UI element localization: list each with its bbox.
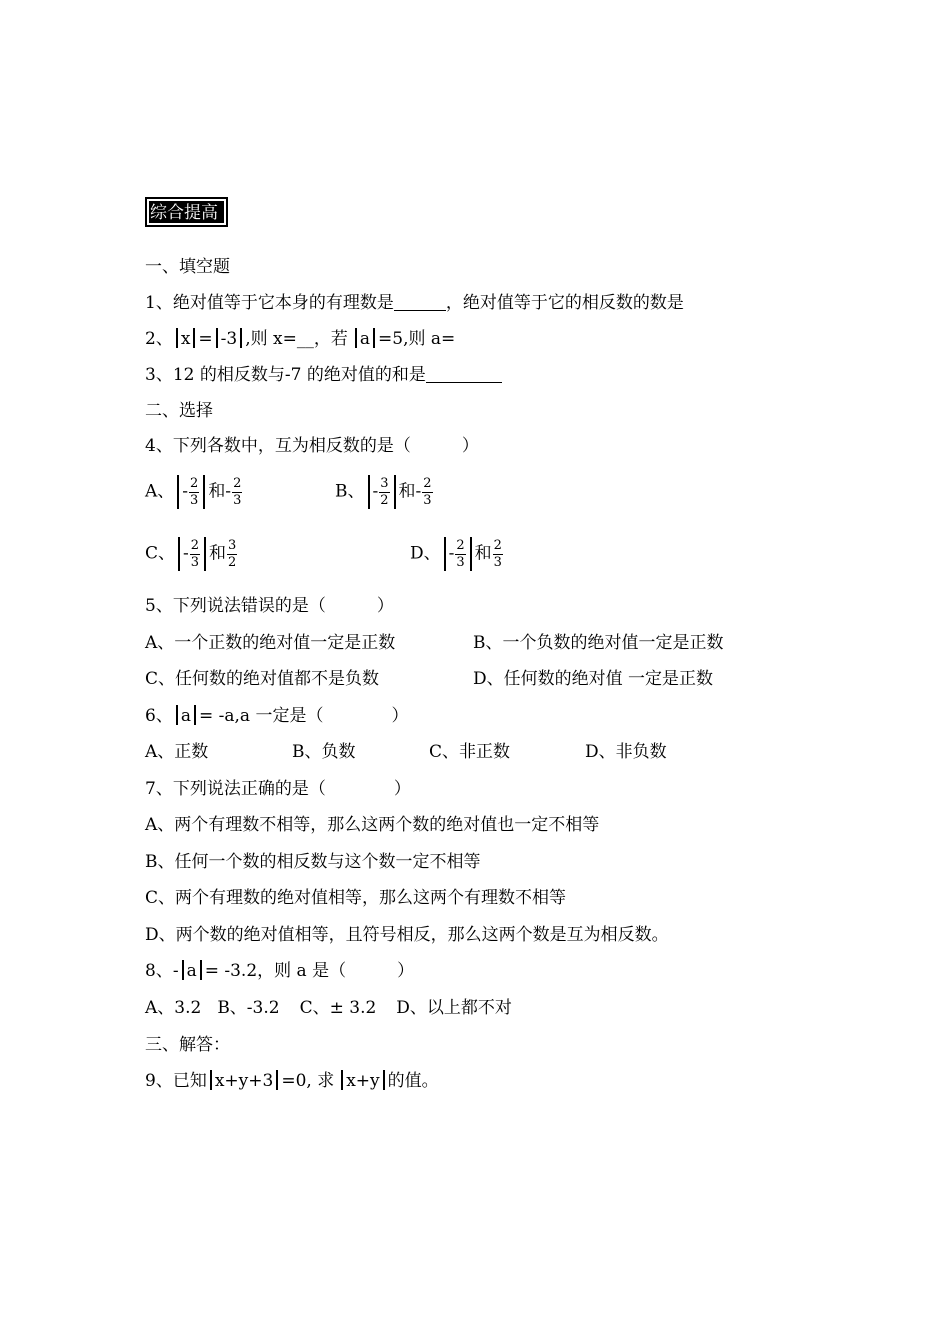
abs-bar bbox=[240, 328, 242, 348]
question-3: 3、12 的相反数与-7 的绝对值的和是 bbox=[145, 364, 502, 386]
q5-option-d: D、任何数的绝对值 一定是正数 bbox=[473, 669, 714, 689]
question-4-stem: 4、下列各数中，互为相反数的是（ ） bbox=[145, 436, 479, 456]
part3-heading: 三、解答： bbox=[145, 1035, 230, 1055]
q4-option-b: B、 - $\frac{3}{2}$ 和- $\frac{2}{3}$ bbox=[335, 475, 432, 508]
fraction: $\frac{3}{2}$ bbox=[228, 537, 237, 570]
q5-option-c: C、任何数的绝对值都不是负数 bbox=[145, 669, 380, 689]
fraction: $\frac{2}{3}$ bbox=[456, 537, 465, 570]
fraction: $\frac{2}{3}$ bbox=[493, 537, 502, 570]
question-2: 2、 x = -3 ,则 x=__，若 a =5,则 a= bbox=[145, 329, 456, 349]
fraction: $\frac{2}{3}$ bbox=[190, 537, 200, 570]
abs-bar bbox=[193, 328, 195, 348]
q1-blank bbox=[394, 292, 446, 311]
abs-bar bbox=[373, 328, 375, 348]
fraction: $\frac{2}{3}$ bbox=[423, 475, 432, 508]
part1-heading: 一、填空题 bbox=[145, 257, 230, 277]
question-9: 9、已知 x+y+3 =0, 求 x+y 的值。 bbox=[145, 1071, 439, 1091]
q6-option-a: A、正数 bbox=[145, 742, 209, 762]
question-8-stem: 8、- a = -3.2，则 a 是（ ） bbox=[145, 961, 415, 981]
q4-option-a: A、 - $\frac{2}{3}$ 和- $\frac{2}{3}$ bbox=[145, 475, 242, 508]
section-title: 综合提高 bbox=[149, 201, 224, 223]
q5-option-a: A、一个正数的绝对值一定是正数 bbox=[145, 633, 396, 653]
question-7-stem: 7、下列说法正确的是（ ） bbox=[145, 779, 411, 799]
question-1: 1、绝对值等于它本身的有理数是 ，绝对值等于它的相反数的数是 bbox=[145, 293, 684, 313]
q7-option-a: A、两个有理数不相等，那么这两个数的绝对值也一定不相等 bbox=[145, 815, 600, 835]
question-5-stem: 5、下列说法错误的是（ ） bbox=[145, 596, 394, 616]
q7-option-c: C、两个有理数的绝对值相等，那么这两个有理数不相等 bbox=[145, 888, 567, 908]
fraction: $\frac{2}{3}$ bbox=[190, 475, 199, 508]
q6-option-c: C、非正数 bbox=[429, 742, 511, 762]
q4-option-c: C、 - $\frac{2}{3}$ 和 $\frac{3}{2}$ bbox=[145, 537, 237, 570]
q8-options: A、3.2 B、-3.2 C、± 3.2 D、以上都不对 bbox=[145, 998, 512, 1018]
q6-option-b: B、负数 bbox=[292, 742, 356, 762]
q3-blank bbox=[426, 364, 502, 383]
abs-bar bbox=[355, 328, 357, 348]
q7-option-d: D、两个数的绝对值相等，且符号相反，那么这两个数是互为相反数。 bbox=[145, 925, 669, 945]
q6-option-d: D、非负数 bbox=[585, 742, 667, 762]
part2-heading: 二、选择 bbox=[145, 401, 213, 421]
q5-option-b: B、一个负数的绝对值一定是正数 bbox=[473, 633, 724, 653]
abs-bar bbox=[176, 328, 178, 348]
q7-option-b: B、任何一个数的相反数与这个数一定不相等 bbox=[145, 852, 481, 872]
abs-bar bbox=[216, 328, 218, 348]
fraction: $\frac{2}{3}$ bbox=[233, 475, 242, 508]
section-title-box bbox=[145, 197, 228, 227]
question-6-stem: 6、 a = -a,a 一定是（ ） bbox=[145, 706, 409, 726]
fraction: $\frac{3}{2}$ bbox=[380, 475, 389, 508]
q4-option-d: D、 - $\frac{2}{3}$ 和 $\frac{2}{3}$ bbox=[410, 537, 502, 570]
